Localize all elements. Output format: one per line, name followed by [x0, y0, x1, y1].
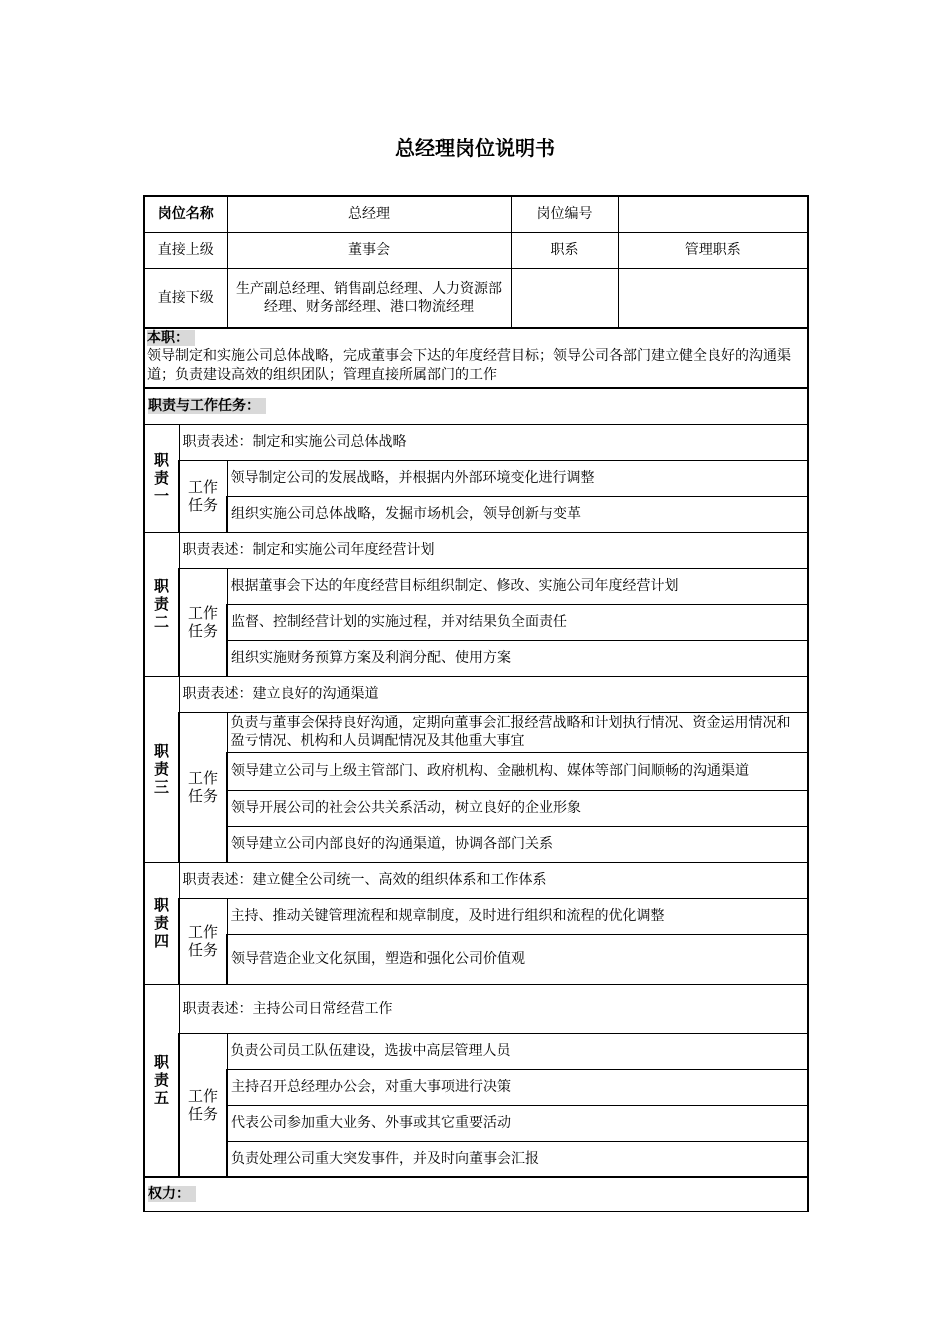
task-item: 根据董事会下达的年度经营目标组织制定、修改、实施公司年度经营计划	[227, 568, 808, 604]
task-item: 负责处理公司重大突发事件，并及时向董事会汇报	[227, 1141, 808, 1177]
task-row	[144, 934, 808, 984]
task-row	[144, 1033, 808, 1069]
duties-section-cell	[144, 388, 808, 424]
empty-cell	[618, 268, 808, 328]
duty-description: 职责表述：建立良好的沟通渠道	[179, 676, 808, 712]
duty-row	[144, 532, 808, 568]
task-row	[144, 898, 808, 934]
duty-row	[144, 862, 808, 898]
row-duties-label	[144, 388, 808, 424]
duty-row	[144, 424, 808, 460]
row-position-name	[144, 196, 808, 232]
task-row	[144, 496, 808, 532]
duty-row	[144, 676, 808, 712]
duty-description: 职责表述：主持公司日常经营工作	[179, 984, 808, 1033]
task-item: 组织实施财务预算方案及利润分配、使用方案	[227, 640, 808, 676]
position-code-label: 岗位编号	[511, 196, 618, 232]
task-item: 组织实施公司总体战略，发掘市场机会，领导创新与变革	[227, 496, 808, 532]
task-row	[144, 1141, 808, 1177]
job-family-value: 管理职系	[618, 232, 808, 268]
duties-label: 职责与工作任务：	[148, 398, 266, 414]
position-code-value	[618, 196, 808, 232]
task-label: 工作 任务	[179, 460, 227, 532]
task-row	[144, 790, 808, 826]
task-item: 监督、控制经营计划的实施过程，并对结果负全面责任	[227, 604, 808, 640]
task-row	[144, 712, 808, 752]
row-subordinate	[144, 268, 808, 328]
task-row	[144, 460, 808, 496]
duty-name: 职 责 二	[144, 532, 179, 676]
duty-description: 职责表述：制定和实施公司年度经营计划	[179, 532, 808, 568]
task-label: 工作 任务	[179, 568, 227, 676]
duty-name: 职 责 五	[144, 984, 179, 1177]
task-item: 领导建立公司内部良好的沟通渠道，协调各部门关系	[227, 826, 808, 862]
task-row	[144, 604, 808, 640]
position-name-value: 总经理	[227, 196, 511, 232]
task-row	[144, 752, 808, 790]
duty-description: 职责表述：制定和实施公司总体战略	[179, 424, 808, 460]
row-superior	[144, 232, 808, 268]
job-description-table	[143, 195, 809, 1212]
task-row	[144, 826, 808, 862]
task-item: 主持、推动关键管理流程和规章制度，及时进行组织和流程的优化调整	[227, 898, 808, 934]
duty-description: 职责表述：建立健全公司统一、高效的组织体系和工作体系	[179, 862, 808, 898]
row-authority	[144, 1177, 808, 1211]
task-item: 负责与董事会保持良好沟通，定期向董事会汇报经营战略和计划执行情况、资金运用情况和盈亏情况、机构和人员调配情况及其他重大事宜	[227, 712, 808, 752]
duty-name: 职 责 一	[144, 424, 179, 532]
subordinate-value: 生产副总经理、销售副总经理、人力资源部经理、财务部经理、港口物流经理	[227, 268, 511, 328]
task-item: 负责公司员工队伍建设，选拔中高层管理人员	[227, 1033, 808, 1069]
summary-label: 本职：	[147, 330, 195, 346]
task-item: 代表公司参加重大业务、外事或其它重要活动	[227, 1105, 808, 1141]
summary-text: 领导制定和实施公司总体战略，完成董事会下达的年度经营目标；领导公司各部门建立健全良好的沟通渠道；负责建设高效的组织团队；管理直接所属部门的工作	[147, 348, 791, 383]
duty-name: 职 责 三	[144, 676, 179, 862]
task-item: 领导营造企业文化氛围，塑造和强化公司价值观	[227, 934, 808, 984]
job-family-label: 职系	[511, 232, 618, 268]
task-item: 主持召开总经理办公会，对重大事项进行决策	[227, 1069, 808, 1105]
task-row	[144, 1105, 808, 1141]
task-item: 领导建立公司与上级主管部门、政府机构、金融机构、媒体等部门间顺畅的沟通渠道	[227, 752, 808, 790]
task-label: 工作 任务	[179, 1033, 227, 1177]
empty-cell	[511, 268, 618, 328]
task-label: 工作 任务	[179, 712, 227, 862]
summary-cell	[144, 328, 808, 388]
authority-label: 权力：	[148, 1186, 196, 1202]
duty-name: 职 责 四	[144, 862, 179, 984]
task-row	[144, 1069, 808, 1105]
task-item: 领导开展公司的社会公共关系活动，树立良好的企业形象	[227, 790, 808, 826]
task-row	[144, 640, 808, 676]
page-title: 总经理岗位说明书	[395, 136, 555, 160]
position-name-label: 岗位名称	[144, 196, 227, 232]
duty-row	[144, 984, 808, 1033]
authority-cell	[144, 1177, 808, 1211]
task-row	[144, 568, 808, 604]
task-label: 工作 任务	[179, 898, 227, 984]
superior-label: 直接上级	[144, 232, 227, 268]
row-summary	[144, 328, 808, 388]
superior-value: 董事会	[227, 232, 511, 268]
subordinate-label: 直接下级	[144, 268, 227, 328]
task-item: 领导制定公司的发展战略，并根据内外部环境变化进行调整	[227, 460, 808, 496]
